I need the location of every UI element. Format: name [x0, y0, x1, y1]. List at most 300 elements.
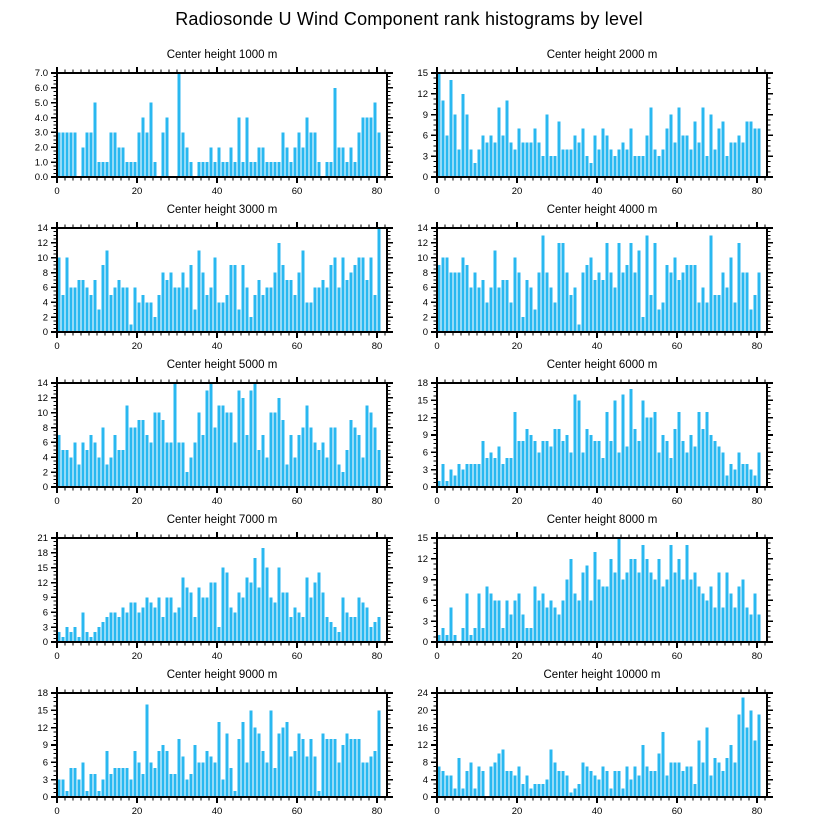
- histogram-bar: [565, 580, 568, 642]
- histogram-bar: [85, 632, 88, 642]
- histogram-bar: [693, 122, 696, 177]
- histogram-bar: [749, 310, 752, 332]
- histogram-bar: [213, 428, 216, 487]
- histogram-bar: [109, 457, 112, 487]
- histogram-bar: [85, 450, 88, 487]
- histogram-bar: [285, 147, 288, 177]
- histogram-bar: [297, 132, 300, 177]
- histogram-bar: [165, 597, 168, 642]
- histogram-bar: [209, 757, 212, 797]
- histogram-bar: [601, 587, 604, 642]
- y-tick-label: 2: [42, 467, 48, 479]
- histogram-bar: [441, 771, 444, 797]
- histogram-bar: [573, 593, 576, 642]
- histogram-bar: [577, 784, 580, 797]
- histogram-bar: [569, 149, 572, 177]
- histogram-bar: [169, 273, 172, 332]
- histogram-bar: [205, 162, 208, 177]
- histogram-bar: [501, 749, 504, 797]
- y-tick-label: 12: [37, 722, 48, 734]
- histogram-bar: [165, 751, 168, 797]
- histogram-bar: [309, 597, 312, 642]
- histogram-bar: [529, 628, 532, 642]
- histogram-bar: [245, 435, 248, 487]
- panel-title: Center height 9000 m: [166, 669, 278, 681]
- histogram-bar: [337, 287, 340, 332]
- histogram-bar: [125, 768, 128, 797]
- histogram-bar: [493, 762, 496, 797]
- histogram-bar: [341, 258, 344, 332]
- histogram-bar: [637, 573, 640, 642]
- histogram-bar: [373, 428, 376, 487]
- histogram-bar: [685, 767, 688, 797]
- histogram-bar: [705, 302, 708, 332]
- y-tick-label: 10: [37, 407, 48, 419]
- histogram-bar: [505, 458, 508, 487]
- x-tick-label: 60: [291, 186, 303, 197]
- histogram-bar: [629, 559, 632, 642]
- histogram-bar: [729, 593, 732, 642]
- histogram-panel-3000m: [15, 202, 395, 352]
- histogram-bar: [73, 442, 76, 487]
- histogram-bar: [349, 147, 352, 177]
- histogram-bar: [117, 450, 120, 487]
- histogram-bar: [729, 142, 732, 177]
- histogram-bar: [441, 628, 444, 642]
- histogram-bar: [77, 465, 80, 487]
- histogram-bar: [753, 295, 756, 332]
- histogram-bar: [641, 545, 644, 642]
- histogram-bar: [745, 607, 748, 642]
- histogram-bar: [717, 447, 720, 487]
- histogram-bar: [229, 768, 232, 797]
- y-tick-label: 6: [422, 130, 428, 142]
- y-tick-label: 5.0: [34, 97, 48, 109]
- histogram-bar: [329, 622, 332, 642]
- histogram-bar: [661, 732, 664, 797]
- histogram-bar: [637, 441, 640, 487]
- histogram-bar: [93, 774, 96, 797]
- y-tick-label: 0: [42, 792, 48, 804]
- histogram-bar: [245, 118, 248, 177]
- histogram-bar: [605, 412, 608, 487]
- histogram-bar: [701, 593, 704, 642]
- histogram-bar: [757, 128, 760, 177]
- histogram-bar: [253, 162, 256, 177]
- histogram-bar: [317, 573, 320, 642]
- histogram-bar: [617, 771, 620, 797]
- histogram-bar: [665, 128, 668, 177]
- histogram-bar: [301, 617, 304, 642]
- histogram-bar: [297, 273, 300, 332]
- histogram-bar: [493, 458, 496, 487]
- y-tick-label: 10: [37, 252, 48, 264]
- histogram-bar: [161, 745, 164, 797]
- histogram-bar: [529, 788, 532, 797]
- histogram-bar: [489, 135, 492, 177]
- histogram-bar: [513, 412, 516, 487]
- histogram-bar: [345, 612, 348, 642]
- histogram-bar: [309, 302, 312, 332]
- histogram-bar: [725, 573, 728, 642]
- x-tick-label: 0: [434, 186, 440, 197]
- histogram-bar: [629, 389, 632, 487]
- histogram-bar: [309, 428, 312, 487]
- histogram-bar: [137, 420, 140, 487]
- histogram-bar: [529, 142, 532, 177]
- histogram-bar: [705, 728, 708, 797]
- histogram-bar: [557, 614, 560, 642]
- y-tick-label: 4.0: [34, 112, 48, 124]
- histogram-bar: [185, 780, 188, 797]
- y-tick-label: 6.0: [34, 83, 48, 95]
- histogram-bar: [173, 383, 176, 487]
- histogram-bar: [461, 788, 464, 797]
- histogram-bar: [621, 580, 624, 642]
- y-tick-label: 9: [42, 592, 48, 604]
- histogram-bar: [653, 149, 656, 177]
- histogram-bar: [245, 578, 248, 642]
- histogram-bar: [181, 273, 184, 332]
- histogram-bar: [445, 635, 448, 642]
- histogram-bar: [173, 612, 176, 642]
- histogram-bar: [517, 441, 520, 487]
- x-tick-label: 60: [671, 341, 683, 352]
- histogram-bar: [117, 280, 120, 332]
- y-tick-label: 14: [37, 223, 48, 235]
- histogram-bar: [509, 302, 512, 332]
- x-tick-label: 40: [211, 806, 223, 817]
- histogram-bar: [197, 250, 200, 332]
- histogram-bar: [269, 287, 272, 332]
- histogram-bar: [377, 617, 380, 642]
- x-tick-label: 20: [511, 651, 523, 662]
- histogram-bar: [453, 475, 456, 487]
- histogram-bar: [545, 441, 548, 487]
- histogram-bar: [97, 457, 100, 487]
- histogram-bar: [209, 583, 212, 642]
- histogram-bar: [273, 768, 276, 797]
- panel-title: Center height 7000 m: [166, 514, 278, 526]
- y-tick-label: 6: [422, 595, 428, 607]
- histogram-bar: [525, 280, 528, 332]
- histogram-bar: [241, 398, 244, 487]
- histogram-bar: [513, 775, 516, 797]
- x-tick-label: 20: [131, 806, 143, 817]
- histogram-bar: [633, 767, 636, 797]
- histogram-bar: [325, 162, 328, 177]
- histogram-bar: [485, 587, 488, 642]
- histogram-bar: [377, 710, 380, 797]
- histogram-bar: [449, 607, 452, 642]
- histogram-bar: [301, 739, 304, 797]
- histogram-bar: [149, 442, 152, 487]
- y-tick-label: 12: [417, 412, 428, 424]
- histogram-bar: [541, 784, 544, 797]
- histogram-bar: [229, 413, 232, 487]
- x-tick-label: 60: [291, 341, 303, 352]
- histogram-bar: [501, 280, 504, 332]
- histogram-bar: [741, 697, 744, 797]
- histogram-bar: [225, 733, 228, 797]
- histogram-bar: [453, 115, 456, 177]
- histogram-bar: [593, 775, 596, 797]
- histogram-bar: [605, 135, 608, 177]
- histogram-bar: [477, 287, 480, 332]
- histogram-bar: [261, 751, 264, 797]
- histogram-bar: [265, 568, 268, 642]
- histogram-bar: [525, 628, 528, 642]
- histogram-bar: [613, 156, 616, 177]
- histogram-bar: [329, 739, 332, 797]
- histogram-bar: [693, 265, 696, 332]
- histogram-bar: [133, 751, 136, 797]
- histogram-bar: [245, 287, 248, 332]
- histogram-bar: [173, 287, 176, 332]
- histogram-bar: [141, 420, 144, 487]
- histogram-bar: [89, 295, 92, 332]
- histogram-bar: [189, 592, 192, 642]
- histogram-bar: [77, 780, 80, 797]
- histogram-bar: [337, 632, 340, 642]
- histogram-bar: [137, 302, 140, 332]
- histogram-bar: [241, 722, 244, 797]
- histogram-bar: [665, 265, 668, 332]
- histogram-bar: [269, 162, 272, 177]
- histogram-bar: [609, 788, 612, 797]
- histogram-bar: [513, 258, 516, 332]
- histogram-bar: [341, 745, 344, 797]
- histogram-bar: [289, 162, 292, 177]
- histogram-bar: [549, 447, 552, 487]
- histogram-bar: [717, 128, 720, 177]
- histogram-bar: [345, 450, 348, 487]
- histogram-bar: [285, 722, 288, 797]
- histogram-bar: [501, 628, 504, 642]
- histogram-bar: [153, 768, 156, 797]
- histogram-bar: [705, 600, 708, 642]
- histogram-bar: [633, 559, 636, 642]
- histogram-bar: [329, 265, 332, 332]
- histogram-bar: [721, 452, 724, 487]
- chart-canvas: [15, 528, 395, 662]
- histogram-bar: [317, 287, 320, 332]
- histogram-bar: [81, 280, 84, 332]
- histogram-bar: [109, 774, 112, 797]
- histogram-bar: [153, 162, 156, 177]
- histogram-bar: [689, 149, 692, 177]
- histogram-bar: [493, 250, 496, 332]
- histogram-bar: [469, 635, 472, 642]
- histogram-bar: [637, 250, 640, 332]
- histogram-bar: [245, 762, 248, 797]
- histogram-bar: [349, 739, 352, 797]
- histogram-bar: [565, 273, 568, 332]
- y-tick-label: 3: [422, 616, 428, 628]
- histogram-bar: [369, 413, 372, 487]
- y-tick-label: 18: [417, 378, 428, 390]
- histogram-bar: [377, 132, 380, 177]
- histogram-bar: [657, 452, 660, 487]
- x-tick-label: 40: [211, 186, 223, 197]
- histogram-bar: [277, 398, 280, 487]
- histogram-grid: [15, 47, 775, 817]
- histogram-bar: [673, 762, 676, 797]
- histogram-bar: [697, 741, 700, 797]
- histogram-bar: [177, 287, 180, 332]
- x-tick-label: 80: [751, 651, 763, 662]
- histogram-bar: [453, 788, 456, 797]
- histogram-bar: [741, 273, 744, 332]
- histogram-bar: [461, 628, 464, 642]
- histogram-bar: [281, 592, 284, 642]
- histogram-bar: [673, 573, 676, 642]
- histogram-bar: [229, 265, 232, 332]
- histogram-bar: [757, 614, 760, 642]
- histogram-bar: [513, 600, 516, 642]
- histogram-bar: [101, 162, 104, 177]
- histogram-bar: [533, 128, 536, 177]
- histogram-bar: [309, 739, 312, 797]
- histogram-bar: [133, 428, 136, 487]
- histogram-bar: [665, 441, 668, 487]
- histogram-bar: [477, 593, 480, 642]
- histogram-bar: [281, 420, 284, 487]
- histogram-bar: [313, 132, 316, 177]
- histogram-bar: [749, 614, 752, 642]
- histogram-bar: [329, 428, 332, 487]
- histogram-bar: [617, 243, 620, 332]
- histogram-bar: [81, 612, 84, 642]
- histogram-bar: [89, 435, 92, 487]
- histogram-bar: [193, 442, 196, 487]
- histogram-bar: [633, 273, 636, 332]
- histogram-bar: [485, 458, 488, 487]
- histogram-bar: [153, 413, 156, 487]
- y-tick-label: 0: [422, 482, 428, 494]
- histogram-bar: [457, 149, 460, 177]
- histogram-bar: [709, 435, 712, 487]
- histogram-bar: [681, 771, 684, 797]
- chart-canvas: [395, 63, 775, 197]
- histogram-bar: [493, 142, 496, 177]
- x-tick-label: 80: [371, 186, 383, 197]
- y-tick-label: 14: [417, 223, 428, 235]
- histogram-bar: [573, 135, 576, 177]
- histogram-bar: [657, 310, 660, 332]
- histogram-bar: [669, 458, 672, 487]
- histogram-bar: [737, 587, 740, 642]
- histogram-bar: [341, 597, 344, 642]
- histogram-bar: [505, 101, 508, 177]
- histogram-bar: [445, 258, 448, 332]
- histogram-bar: [601, 128, 604, 177]
- histogram-bar: [293, 295, 296, 332]
- histogram-bar: [301, 250, 304, 332]
- histogram-bar: [305, 757, 308, 797]
- y-tick-label: 3.0: [34, 127, 48, 139]
- histogram-bar: [541, 441, 544, 487]
- histogram-bar: [681, 580, 684, 642]
- histogram-bar: [477, 464, 480, 487]
- histogram-bar: [469, 149, 472, 177]
- page-title: Radiosonde U Wind Component rank histograms by level: [175, 9, 643, 29]
- histogram-bar: [529, 287, 532, 332]
- histogram-bar: [273, 602, 276, 642]
- histogram-bar: [165, 442, 168, 487]
- histogram-bar: [733, 470, 736, 487]
- histogram-bar: [645, 135, 648, 177]
- histogram-bar: [69, 768, 72, 797]
- y-tick-label: 3: [42, 622, 48, 634]
- histogram-bar: [269, 710, 272, 797]
- histogram-bar: [377, 228, 380, 332]
- x-tick-label: 0: [54, 651, 60, 662]
- histogram-bar: [733, 762, 736, 797]
- histogram-bar: [285, 592, 288, 642]
- histogram-bar: [145, 302, 148, 332]
- histogram-bar: [369, 258, 372, 332]
- y-tick-label: 4: [422, 774, 428, 786]
- histogram-bar: [705, 156, 708, 177]
- histogram-bar: [197, 162, 200, 177]
- histogram-bar: [189, 162, 192, 177]
- histogram-bar: [205, 751, 208, 797]
- histogram-bar: [541, 593, 544, 642]
- histogram-bar: [581, 762, 584, 797]
- histogram-bar: [681, 135, 684, 177]
- histogram-bar: [709, 235, 712, 332]
- histogram-bar: [645, 235, 648, 332]
- histogram-bar: [549, 287, 552, 332]
- x-tick-label: 0: [54, 496, 60, 507]
- histogram-bar: [709, 775, 712, 797]
- histogram-bar: [693, 784, 696, 797]
- x-tick-label: 20: [511, 341, 523, 352]
- histogram-bar: [589, 258, 592, 332]
- histogram-bar: [497, 447, 500, 487]
- y-tick-label: 4: [42, 452, 48, 464]
- histogram-bar: [677, 559, 680, 642]
- histogram-bar: [261, 147, 264, 177]
- x-tick-label: 80: [371, 806, 383, 817]
- histogram-bar: [457, 273, 460, 332]
- histogram-bar: [153, 317, 156, 332]
- histogram-bar: [653, 580, 656, 642]
- histogram-bar: [177, 739, 180, 797]
- histogram-bar: [197, 762, 200, 797]
- histogram-bar: [249, 710, 252, 797]
- x-tick-label: 40: [591, 806, 603, 817]
- histogram-bar: [725, 475, 728, 487]
- histogram-bar: [641, 400, 644, 487]
- y-tick-label: 24: [417, 688, 428, 700]
- histogram-bar: [181, 442, 184, 487]
- histogram-bar: [677, 762, 680, 797]
- histogram-bar: [225, 295, 228, 332]
- histogram-bar: [577, 142, 580, 177]
- histogram-bar: [97, 310, 100, 332]
- histogram-bar: [545, 780, 548, 797]
- histogram-bar: [733, 142, 736, 177]
- histogram-bar: [161, 273, 164, 332]
- histogram-bar: [101, 622, 104, 642]
- histogram-bar: [289, 617, 292, 642]
- y-tick-label: 18: [37, 548, 48, 560]
- histogram-bar: [501, 464, 504, 487]
- histogram-bar: [261, 295, 264, 332]
- histogram-bar: [441, 101, 444, 177]
